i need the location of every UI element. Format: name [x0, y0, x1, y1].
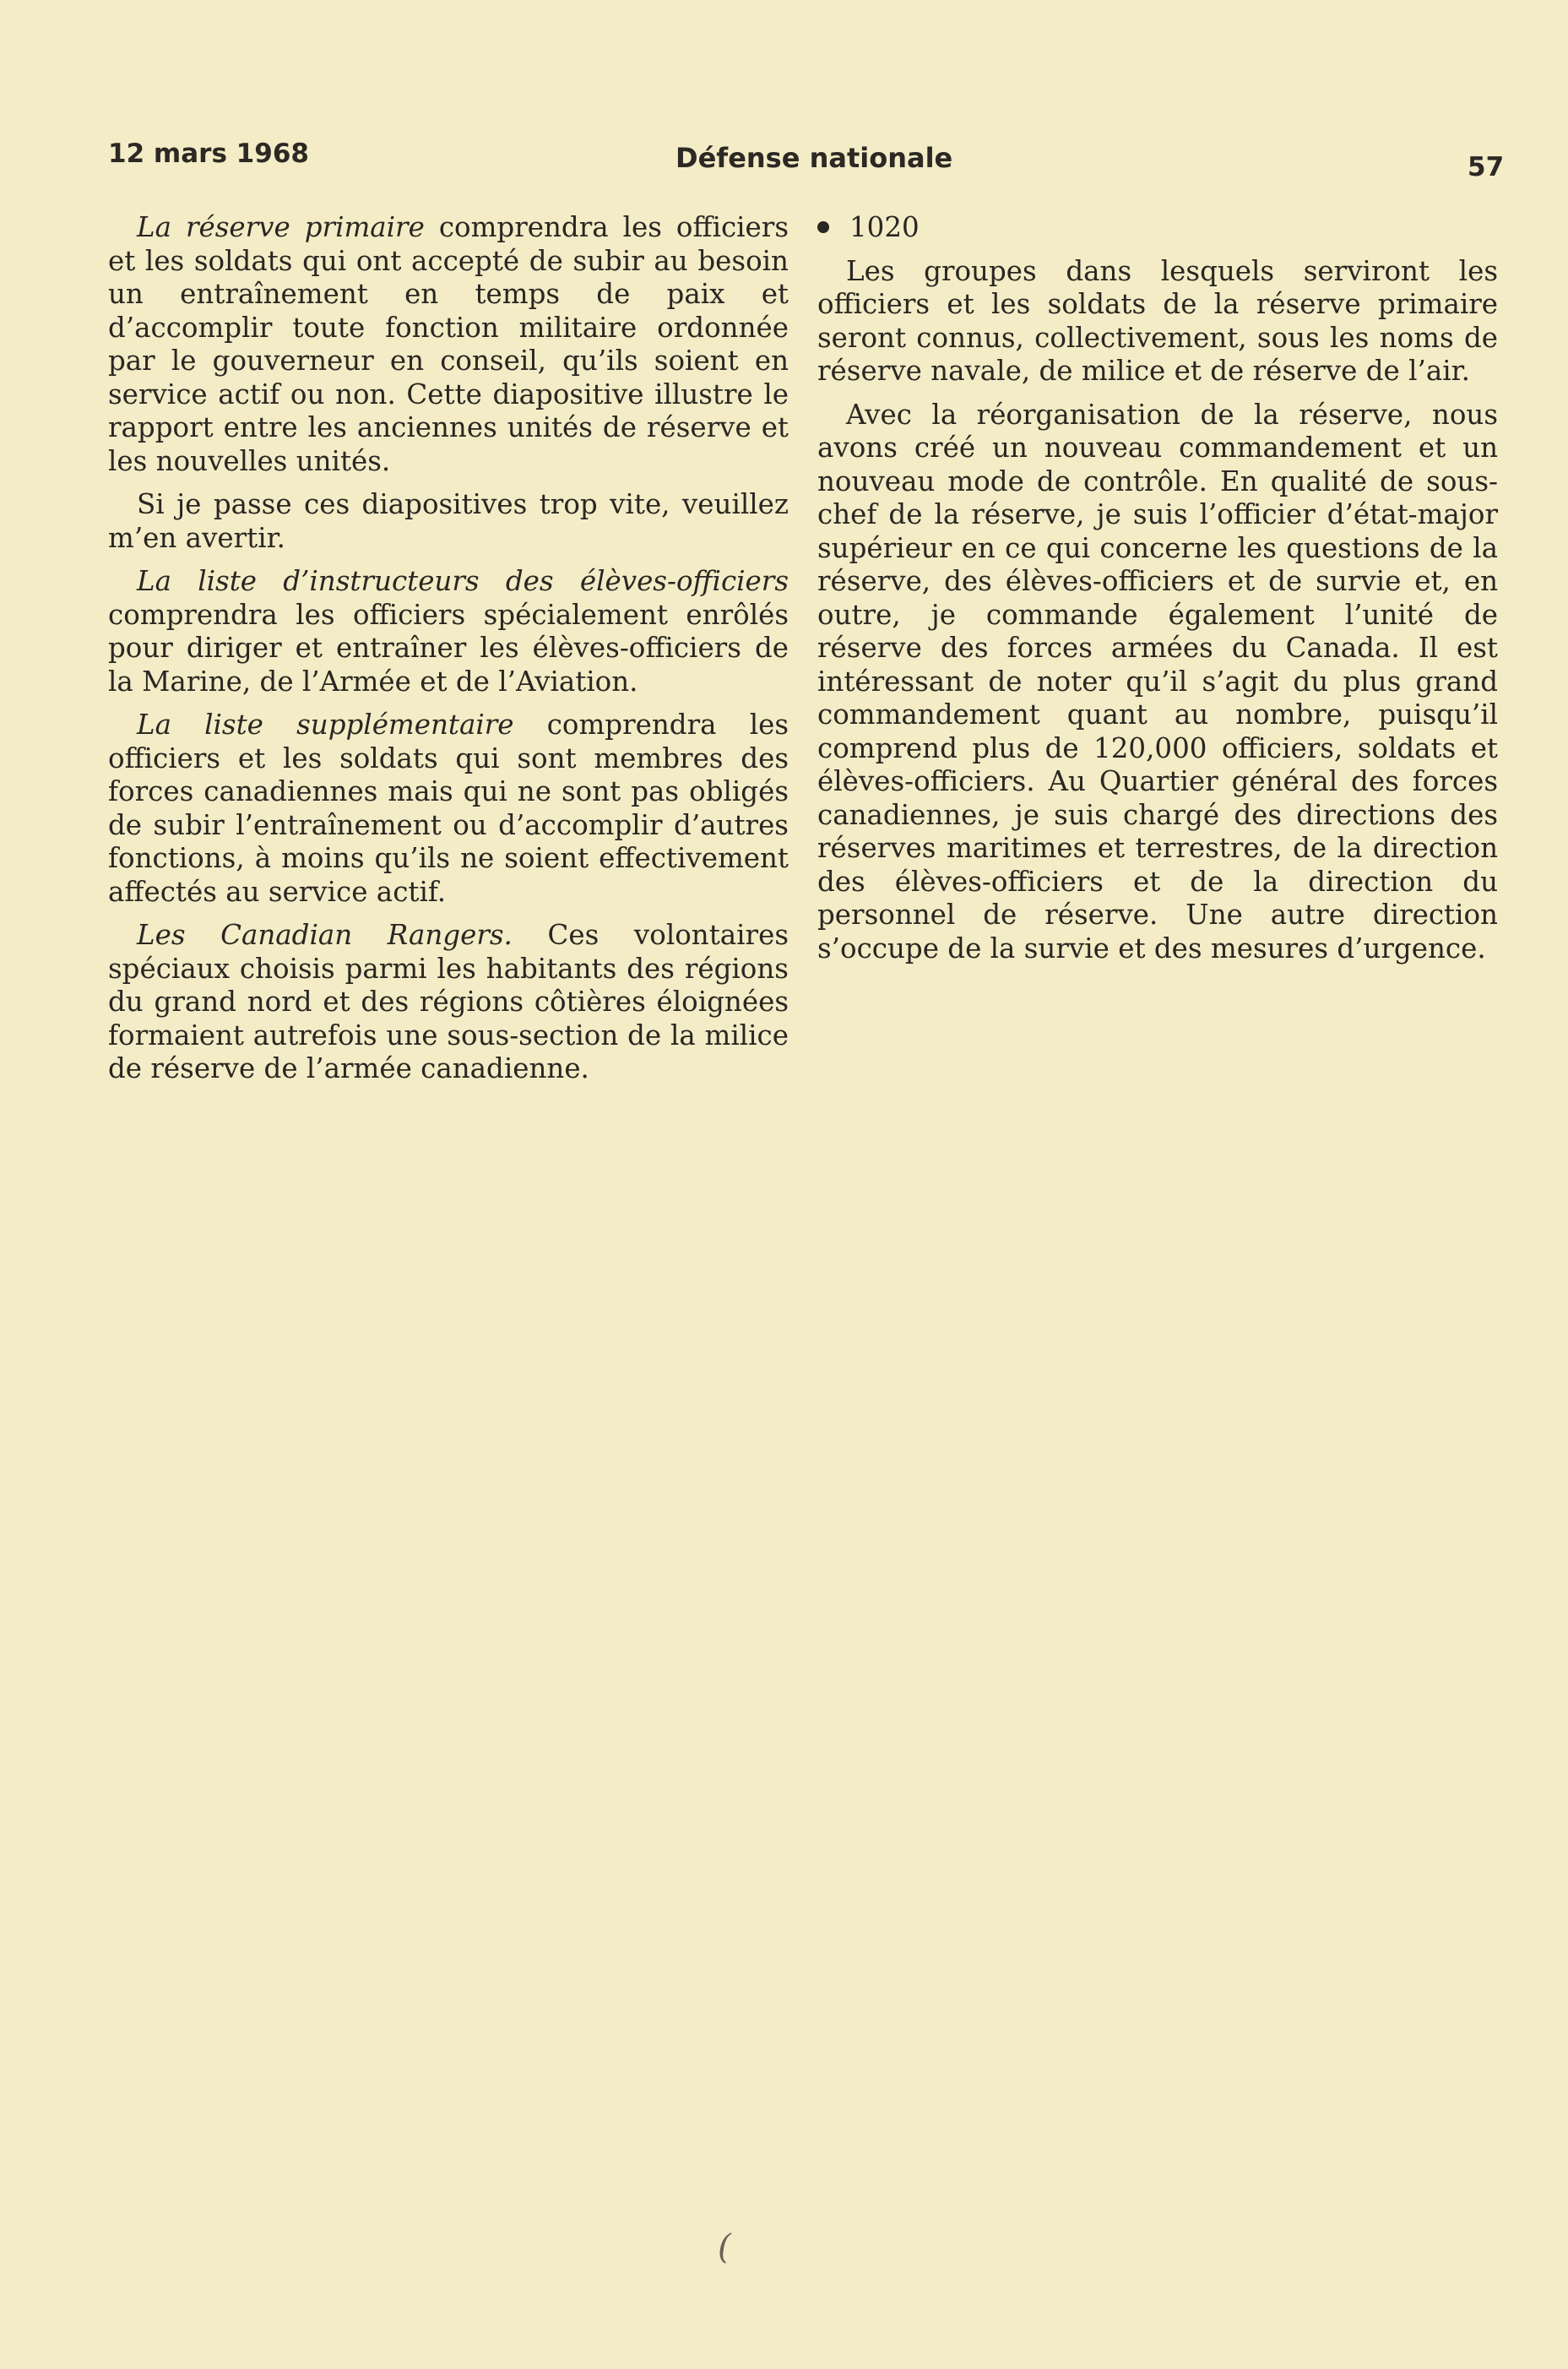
header-title: Défense nationale: [675, 142, 953, 174]
left-column: [108, 211, 789, 1096]
page-header: [108, 135, 1568, 186]
paragraph-text: comprendra les officiers et les soldats qui sont membres des forces canadiennes mais qui ne sont pas obligés de subir l’entraînement ou d’accomplir d’autres fonctions, à moins qu’ils ne soient effectivement affectés au service actif.: [108, 709, 789, 908]
paragraph-slides-note: Si je passe ces diapositives trop vite, veuillez m’en avertir.: [108, 488, 789, 554]
paragraph-supplementary-list: [108, 709, 789, 909]
paragraph-reorganisation: Avec la réorganisation de la réserve, nous avons créé un nouveau commandement et un nouveau mode de contrôle. En qualité de sous-chef de la réserve, je suis l’officier d’état-major supérieur en ce qui concerne les questions de la réserve, des élèves-officiers et de survie et, en outre, je commande également l’unité de réserve des forces armées du Canada. Il est intéressant de noter qu’il s’agit du plus grand commandement quant au nombre, puisqu’il comprend plus de 120,000 officiers, soldats et élèves-officiers. Au Quartier général des forces canadiennes, je suis chargé des directions des réserves maritimes et terrestres, de la direction des élèves-officiers et de la direction du personnel de réserve. Une autre direction s’occupe de la survie et des mesures d’urgence.: [817, 398, 1498, 964]
term-primary-reserve: La réserve primaire: [137, 211, 425, 243]
paragraph-text: Ces volontaires spéciaux choisis parmi les habitants des régions du grand nord et des régions côtières éloignées formaient autrefois une sous-section de la milice de réserve de l’armée canadienne.: [108, 919, 789, 1084]
term-canadian-rangers: Les Canadian Rangers.: [137, 919, 513, 951]
paragraph-text: comprendra les officiers et les soldats qui ont accepté de subir au besoin un entraînement en temps de paix et d’accomplir toute fonction militaire ordonnée par le gouverneur en conseil, qu’ils soient en service actif ou non. Cette diapositive illustre le rapport entre les anciennes unités de réserve et les nouvelles unités.: [108, 211, 789, 477]
paragraph-canadian-rangers: [108, 919, 789, 1086]
header-date: 12 mars 1968: [108, 139, 309, 169]
time-marker-value: 1020: [849, 211, 920, 243]
paragraph-primary-reserve: [108, 211, 789, 478]
paragraph-text: comprendra les officiers spécialement enrôlés pour diriger et entraîner les élèves-officiers de la Marine, de l’Armée et de l’Aviation.: [108, 598, 789, 698]
footer-mark: (: [718, 2228, 731, 2267]
paragraph-cadet-instructors: [108, 565, 789, 698]
right-column: [817, 211, 1498, 975]
term-supplementary-list: La liste supplémentaire: [137, 709, 514, 741]
page-number: 57: [1468, 152, 1505, 182]
term-cadet-instructors: La liste d’instructeurs des élèves-officiers: [137, 565, 789, 597]
time-marker: [817, 211, 1498, 245]
paragraph-reserve-groups: Les groupes dans lesquels serviront les officiers et les soldats de la réserve primaire seront connus, collectivement, sous les noms de réserve navale, de milice et de réserve de l’air.: [817, 254, 1498, 387]
bullet-icon: [817, 221, 829, 233]
